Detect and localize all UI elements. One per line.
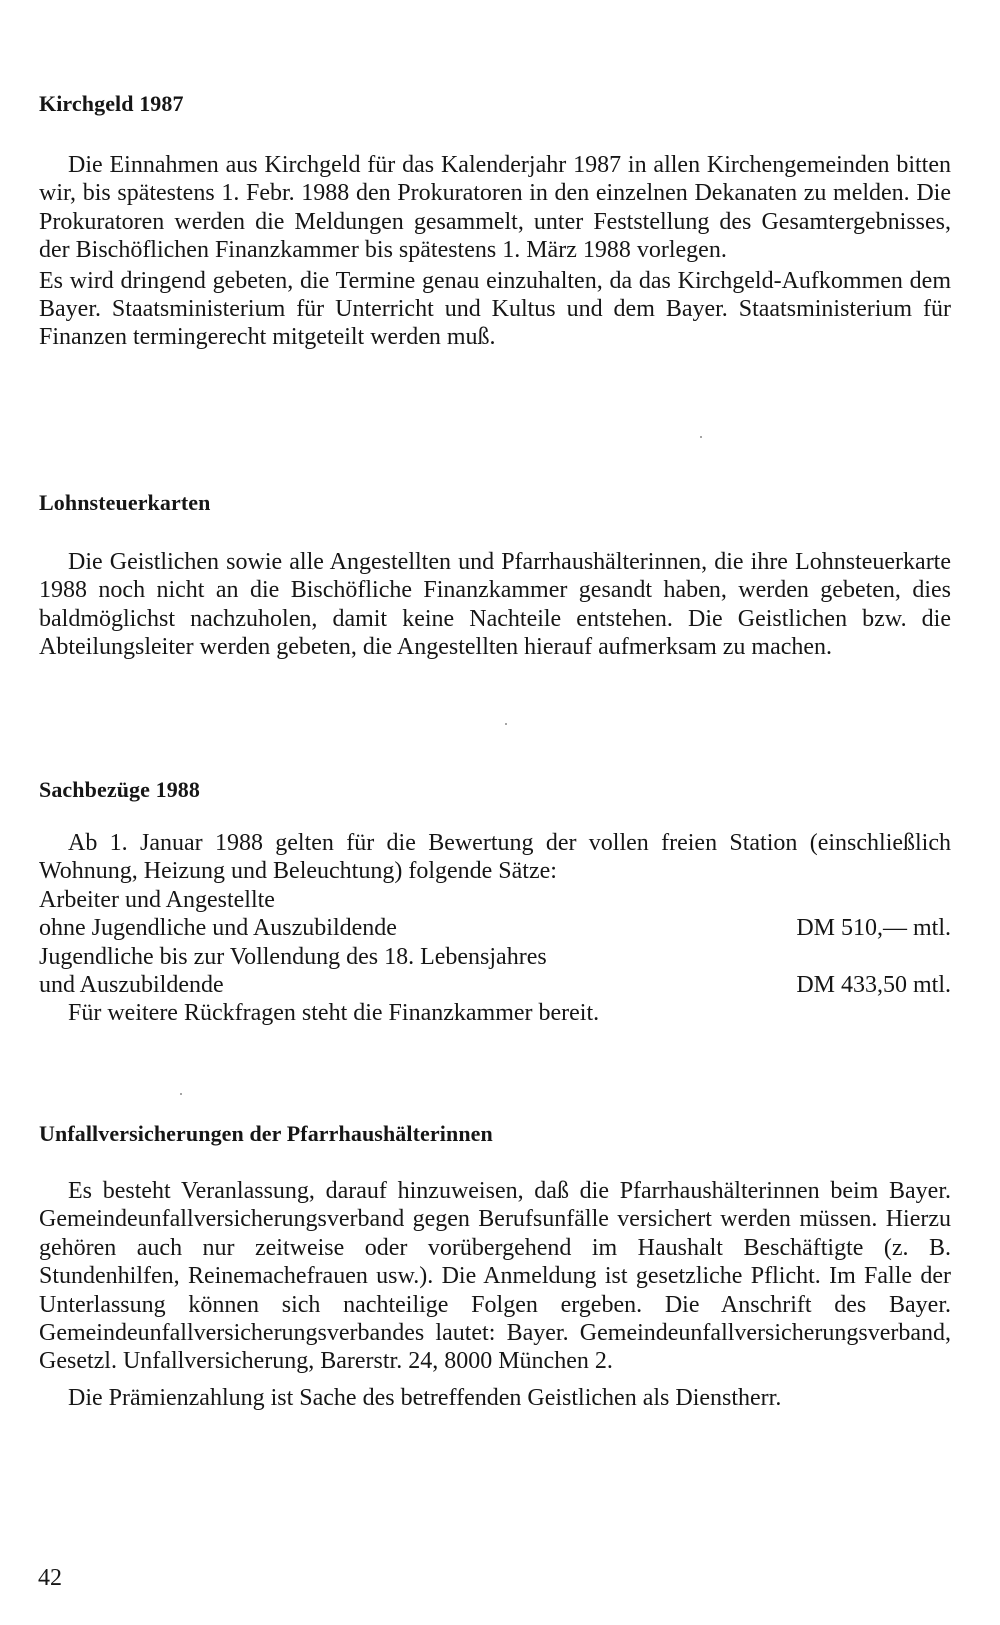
rate-group1-line1: Arbeiter und Angestellte [39,886,275,913]
paragraph-kirchgeld-1: Die Einnahmen aus Kirchgeld für das Kalenderjahr 1987 in allen Kirchengemeinden bitten wir, bis spätestens 1. Febr. 1988 den Prokuratoren in den einzelnen Dekanaten zu melden. Die Prokuratoren werden die Meldungen gesammelt, unter Feststellung des Gesamtergebnisses, der Bischöflichen Finanzkammer bis spätestens 1. März 1988 vorlegen. [39,152,951,264]
paragraph-unfallversicherungen-2: Die Prämienzahlung ist Sache des betreffenden Geistlichen als Dienstherr. [68,1384,782,1411]
rate-group1-amount: DM 510,— mtl. [796,915,951,942]
rate-group2-amount: DM 433,50 mtl. [796,972,951,999]
heading-sachbezuege: Sachbezüge 1988 [39,777,200,802]
paragraph-sachbezuege-intro: Ab 1. Januar 1988 gelten für die Bewertung der vollen freien Station (einschließlich Wohnung, Heizung und Beleuchtung) folgende Sätze: [39,830,951,885]
scan-speck [505,723,507,725]
section-lohnsteuerkarten [39,490,951,662]
rate-row-youth [39,971,951,999]
section-kirchgeld [39,91,951,352]
paragraph-unfallversicherungen-1: Es besteht Veranlassung, darauf hinzuweisen, daß die Pfarrhaushälterinnen beim Bayer. Gemeindeunfallversicherungsverband gegen Berufsunfälle versichert werden müssen. Hierzu gehören auch nur zeitweise oder vorübergehend im Haushalt Beschäftigte (z. B. Stundenhilfen, Reinemachefrauen usw.). Die Anmeldung ist gesetzliche Pflicht. Im Falle der Unterlassung können sich nachteilige Folgen ergeben. Die Anschrift des Bayer. Gemeindeunfallversicherungsverbandes lautet: Bayer. Gemeindeunfallversicherungsverband, Gesetzl. Unfallversicherung, Barerstr. 24, 8000 München 2. [39,1178,951,1375]
heading-lohnsteuerkarten: Lohnsteuerkarten [39,490,211,515]
rate-group2-line2: und Auszubildende [39,972,224,999]
rate-group2-line1: Jugendliche bis zur Vollendung des 18. Lebensjahres [39,943,547,970]
section-unfallversicherungen [39,1121,951,1412]
heading-unfallversicherungen: Unfallversicherungen der Pfarrhaushälterinnen [39,1121,493,1146]
paragraph-kirchgeld-2: Es wird dringend gebeten, die Termine genau einzuhalten, da das Kirchgeld-Aufkommen dem Bayer. Staatsministerium für Unterricht und Kultus und dem Bayer. Staatsministerium für Finanzen termingerecht mitgeteilt werden muß. [39,267,951,351]
scan-speck [180,1093,182,1095]
scan-speck [700,436,702,438]
heading-kirchgeld: Kirchgeld 1987 [39,91,184,116]
rate-group1-line2: ohne Jugendliche und Auszubildende [39,915,397,942]
paragraph-lohnsteuerkarten-1: Die Geistlichen sowie alle Angestellten und Pfarrhaushälterinnen, die ihre Lohnsteuerkarte 1988 noch nicht an die Bischöfliche Finanzkammer gesandt haben, werden gebeten, dies baldmöglichst nachzuholen, damit keine Nachteile entstehen. Die Geistlichen bzw. die Abteilungsleiter werden gebeten, die Angestellten hierauf aufmerksam zu machen. [39,549,951,661]
rate-row-adults [39,914,951,942]
page-number: 42 [38,1565,62,1591]
section-sachbezuege [39,777,951,1028]
paragraph-sachbezuege-closing: Für weitere Rückfragen steht die Finanzkammer bereit. [68,1000,600,1027]
